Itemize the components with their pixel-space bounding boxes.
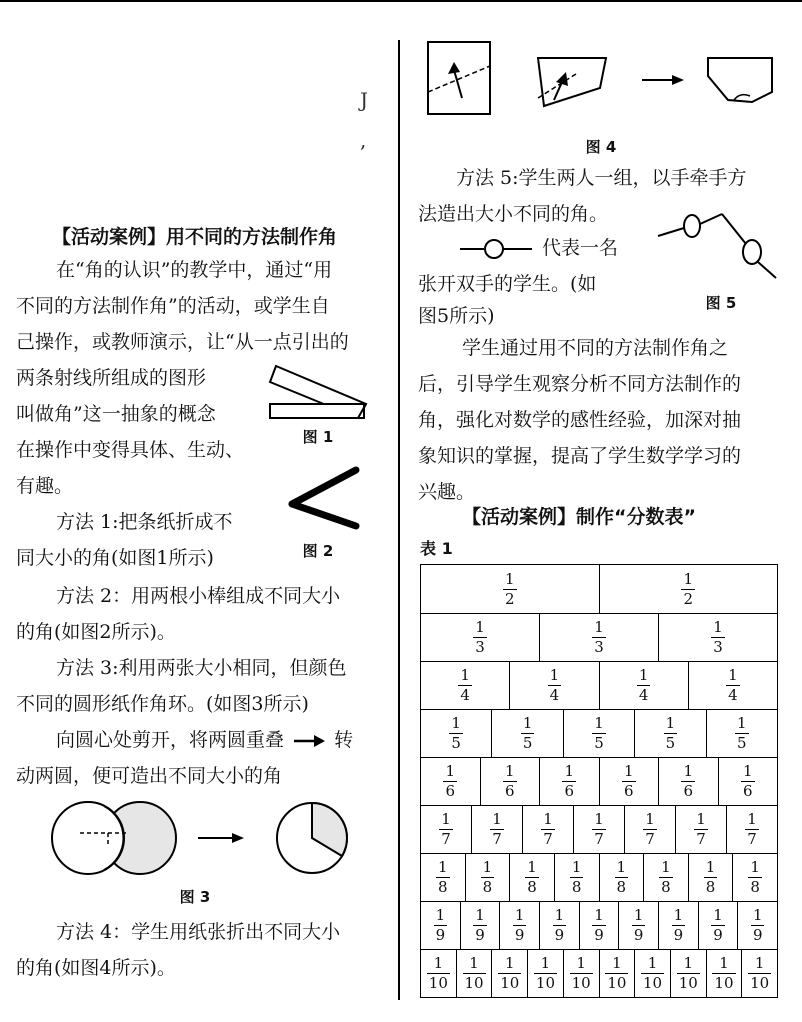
fraction-numerator: 1 <box>594 618 604 636</box>
fraction-numerator: 1 <box>594 714 604 732</box>
method-5-line-2: 法造出大小不同的角。 <box>418 203 609 225</box>
summary-line-1: 学生通过用不同的方法制作角之 <box>462 337 729 359</box>
fraction-numerator: 1 <box>623 762 634 780</box>
fraction <box>694 811 708 848</box>
fraction-numerator: 1 <box>564 762 575 780</box>
cropped-text-fragment <box>360 40 380 160</box>
fraction-row <box>421 853 777 901</box>
fraction-numerator: 1 <box>638 666 649 684</box>
fraction-table <box>420 564 778 998</box>
fraction <box>605 955 628 992</box>
fraction-numerator: 1 <box>719 954 729 972</box>
fraction <box>748 859 762 896</box>
fraction-cell <box>421 902 460 949</box>
fraction-numerator: 1 <box>673 906 684 924</box>
fragment-line-2: , <box>360 128 367 152</box>
method-1-line-1: 方法 1:把条纸折成不 <box>56 511 233 533</box>
fraction-denominator: 2 <box>683 589 694 608</box>
fraction-cell <box>634 710 705 757</box>
fraction-denominator: 10 <box>678 974 698 992</box>
fraction-denominator: 8 <box>571 878 582 896</box>
figure-4-paper-fold <box>420 36 780 126</box>
fraction-numerator: 1 <box>554 906 565 924</box>
fraction-cell <box>670 950 706 997</box>
method-3-cut-suffix: 转 <box>334 729 354 751</box>
fraction <box>622 763 636 800</box>
fraction-denominator: 7 <box>747 830 757 848</box>
fraction-denominator: 7 <box>492 830 502 848</box>
fraction-cell <box>688 662 777 709</box>
fraction-numerator: 1 <box>504 762 515 780</box>
fraction-denominator: 8 <box>750 878 760 896</box>
fraction-denominator: 6 <box>564 782 575 800</box>
fraction-denominator: 10 <box>464 974 484 992</box>
fraction <box>513 907 527 944</box>
fraction <box>443 763 457 800</box>
fraction-denominator: 8 <box>482 878 493 896</box>
method-2-line-1: 方法 2：用两根小棒组成不同大小 <box>56 585 341 607</box>
fraction-denominator: 10 <box>500 974 520 992</box>
fraction-denominator: 9 <box>673 926 684 944</box>
fraction-numerator: 1 <box>713 618 723 636</box>
fraction-cell <box>599 662 688 709</box>
fraction-denominator: 4 <box>460 686 470 704</box>
fraction-cell <box>599 854 644 901</box>
fraction-denominator: 10 <box>607 974 627 992</box>
method-5-line-4: 图5所示) <box>418 305 495 327</box>
figure-3-angle-circles <box>40 800 360 880</box>
fraction-denominator: 10 <box>750 974 770 992</box>
intro-line-2: 不同的方法制作角”的活动，或学生自 <box>16 295 330 317</box>
heading-activity-fraction-table: 【活动案例】制作“分数表” <box>462 506 696 528</box>
fraction <box>503 571 517 608</box>
fraction-numerator: 1 <box>469 954 479 972</box>
fraction-cell <box>624 806 675 853</box>
fraction-cell <box>527 950 563 997</box>
fraction-denominator: 3 <box>475 638 485 656</box>
heading-activity-angles: 【活动案例】用不同的方法制作角 <box>52 226 338 248</box>
fraction-cell <box>599 565 778 613</box>
fraction <box>735 715 749 752</box>
fraction-cell <box>599 950 635 997</box>
fraction-cell <box>618 902 658 949</box>
fraction-denominator: 9 <box>752 926 763 944</box>
fraction-cell <box>706 710 777 757</box>
fraction-cell <box>688 854 733 901</box>
column-divider <box>398 40 400 1000</box>
method-4-line-2: 的角(如图4所示)。 <box>16 957 176 979</box>
fraction-denominator: 5 <box>737 734 747 752</box>
fraction-numerator: 1 <box>527 858 537 876</box>
fraction <box>436 859 450 896</box>
fraction-denominator: 10 <box>428 974 448 992</box>
fraction-cell <box>421 710 491 757</box>
fraction-row <box>421 709 777 757</box>
fraction <box>641 955 664 992</box>
fraction-numerator: 1 <box>696 810 706 828</box>
fraction-denominator: 7 <box>543 830 553 848</box>
fraction-numerator: 1 <box>451 714 461 732</box>
fraction-numerator: 1 <box>435 906 446 924</box>
intro-line-5: 叫做角”这一抽象的概念 <box>16 403 216 425</box>
figure-5-students-angle <box>656 206 780 282</box>
fraction-cell <box>421 854 465 901</box>
fraction <box>553 907 567 944</box>
fraction-denominator: 10 <box>643 974 663 992</box>
fraction <box>562 763 576 800</box>
fraction-cell <box>675 806 726 853</box>
fraction-numerator: 1 <box>661 858 671 876</box>
method-2-line-2: 的角(如图2所示)。 <box>16 621 176 643</box>
figure-1-caption: 图 1 <box>302 428 334 446</box>
fraction-numerator: 1 <box>522 714 533 732</box>
fraction-numerator: 1 <box>633 906 644 924</box>
fraction-cell <box>658 902 698 949</box>
fraction <box>741 763 755 800</box>
fraction <box>473 619 487 656</box>
fraction <box>570 955 593 992</box>
fraction <box>726 667 740 704</box>
arrow-right-icon <box>292 734 326 748</box>
fraction-numerator: 1 <box>441 810 451 828</box>
fraction <box>632 907 646 944</box>
fraction-denominator: 8 <box>705 878 716 896</box>
fraction-cell <box>421 614 539 661</box>
fraction-row <box>421 565 777 613</box>
fraction-numerator: 1 <box>543 810 553 828</box>
fraction-cell <box>421 565 599 613</box>
fraction-numerator: 1 <box>705 858 716 876</box>
fraction-numerator: 1 <box>492 810 502 828</box>
fraction-cell <box>643 854 688 901</box>
fraction <box>434 907 448 944</box>
fraction-numerator: 1 <box>754 954 765 972</box>
fraction-denominator: 9 <box>554 926 565 944</box>
fraction-cell <box>554 854 599 901</box>
fraction-cell <box>573 806 624 853</box>
fraction <box>704 859 718 896</box>
fraction <box>643 811 657 848</box>
fraction-numerator: 1 <box>475 618 485 636</box>
fraction <box>481 859 495 896</box>
fraction-numerator: 1 <box>750 858 760 876</box>
fraction <box>525 859 539 896</box>
summary-line-3: 角，强化对数学的感性经验，加深对抽 <box>418 409 742 431</box>
intro-line-4: 两条射线所组成的图形 <box>16 367 207 389</box>
intro-line-6: 在操作中变得具体、生动、 <box>16 439 245 461</box>
summary-line-5: 兴趣。 <box>418 481 476 503</box>
fraction-denominator: 9 <box>514 926 525 944</box>
fraction-denominator: 6 <box>623 782 634 800</box>
top-rule <box>0 0 802 2</box>
fraction-cell <box>491 710 562 757</box>
fraction <box>427 955 450 992</box>
fraction-numerator: 1 <box>747 810 757 828</box>
fraction-denominator: 7 <box>696 830 706 848</box>
fraction-numerator: 1 <box>713 906 723 924</box>
fraction-denominator: 5 <box>522 734 533 752</box>
fraction <box>473 907 487 944</box>
fraction <box>711 907 725 944</box>
fraction-cell <box>491 950 527 997</box>
summary-line-2: 后，引导学生观察分析不同方法制作的 <box>418 373 742 395</box>
fraction-cell <box>726 806 777 853</box>
fraction-denominator: 5 <box>665 734 676 752</box>
fraction <box>681 571 695 608</box>
fraction-cell <box>599 758 659 805</box>
fraction-numerator: 1 <box>475 906 485 924</box>
fraction-row <box>421 757 777 805</box>
fraction-cell <box>471 806 522 853</box>
fraction <box>592 811 606 848</box>
method-3-cut-line <box>56 722 396 758</box>
fraction-cell <box>460 902 500 949</box>
fraction-numerator: 1 <box>540 954 551 972</box>
fraction <box>712 955 735 992</box>
fraction-cell <box>539 614 658 661</box>
fraction-denominator: 3 <box>594 638 604 656</box>
fraction-cell <box>480 758 540 805</box>
fraction <box>548 667 562 704</box>
fraction <box>498 955 521 992</box>
figure-2-stick-angle <box>286 466 362 530</box>
fraction-cell <box>539 758 599 805</box>
fraction-cell <box>658 614 777 661</box>
figure-3-caption: 图 3 <box>179 888 211 906</box>
fraction-numerator: 1 <box>683 954 694 972</box>
fraction <box>490 811 504 848</box>
fraction <box>748 955 771 992</box>
fraction-cell <box>732 854 777 901</box>
fraction <box>541 811 555 848</box>
fraction-cell <box>456 950 492 997</box>
fraction-numerator: 1 <box>645 810 655 828</box>
fraction-numerator: 1 <box>616 858 627 876</box>
fraction-numerator: 1 <box>549 666 560 684</box>
fraction-denominator: 9 <box>435 926 446 944</box>
fraction-denominator: 9 <box>713 926 723 944</box>
fraction <box>745 811 759 848</box>
fraction-cell <box>563 710 634 757</box>
fraction-cell <box>539 902 579 949</box>
fraction-numerator: 1 <box>576 954 586 972</box>
fraction-numerator: 1 <box>612 954 622 972</box>
fraction-denominator: 10 <box>535 974 555 992</box>
fraction-denominator: 6 <box>742 782 753 800</box>
fraction <box>681 763 695 800</box>
fraction-cell <box>718 758 778 805</box>
fraction-numerator: 1 <box>728 666 738 684</box>
fraction <box>570 859 584 896</box>
fraction-denominator: 4 <box>549 686 560 704</box>
fraction <box>751 907 765 944</box>
fraction-cell <box>706 950 742 997</box>
fraction-denominator: 7 <box>441 830 451 848</box>
fraction-cell <box>522 806 573 853</box>
fraction <box>672 907 686 944</box>
fraction-denominator: 9 <box>594 926 604 944</box>
fraction-numerator: 1 <box>594 906 604 924</box>
fraction-cell <box>634 950 670 997</box>
fraction-numerator: 1 <box>742 762 753 780</box>
intro-line-3: 己操作，或教师演示，让“从一点引出的 <box>16 331 349 353</box>
fraction-denominator: 8 <box>616 878 627 896</box>
fraction-denominator: 10 <box>571 974 591 992</box>
fraction-denominator: 8 <box>661 878 671 896</box>
fraction-cell <box>579 902 619 949</box>
fraction-cell <box>421 950 456 997</box>
fraction <box>659 859 673 896</box>
fraction-numerator: 1 <box>438 858 448 876</box>
student-symbol-icon <box>456 238 536 260</box>
fraction-denominator: 5 <box>451 734 461 752</box>
fraction-row <box>421 805 777 853</box>
fraction-numerator: 1 <box>571 858 582 876</box>
fraction-cell <box>737 902 777 949</box>
fraction-cell <box>563 950 599 997</box>
fraction <box>521 715 535 752</box>
fraction <box>592 907 606 944</box>
fraction-denominator: 9 <box>633 926 644 944</box>
fraction-numerator: 1 <box>504 954 515 972</box>
fraction-cell <box>698 902 738 949</box>
fraction-denominator: 4 <box>638 686 649 704</box>
fraction <box>637 667 651 704</box>
fraction-denominator: 10 <box>714 974 734 992</box>
fraction-cell <box>421 806 471 853</box>
fraction-denominator: 7 <box>645 830 655 848</box>
fraction-denominator: 6 <box>504 782 515 800</box>
fraction-denominator: 6 <box>445 782 456 800</box>
fraction-denominator: 7 <box>594 830 604 848</box>
fraction-numerator: 1 <box>683 569 694 588</box>
fraction <box>664 715 678 752</box>
fraction-denominator: 9 <box>475 926 485 944</box>
fraction-cell <box>421 758 480 805</box>
fraction-denominator: 2 <box>504 589 515 608</box>
fraction-denominator: 6 <box>683 782 694 800</box>
method-3-line-3: 动两圆，便可造出不同大小的角 <box>16 765 283 787</box>
fraction-cell <box>658 758 718 805</box>
method-4-line-1: 方法 4：学生用纸张折出不同大小 <box>56 921 341 943</box>
fraction <box>449 715 463 752</box>
fraction <box>677 955 700 992</box>
method-1-line-2: 同大小的角(如图1所示) <box>16 547 214 569</box>
fraction-row <box>421 661 777 709</box>
method-3-cut-prefix: 向圆心处剪开，将两圆重叠 <box>56 729 285 751</box>
intro-line-1: 在“角的认识”的教学中，通过“用 <box>56 259 333 281</box>
fraction-cell <box>465 854 510 901</box>
method-5-line-1: 方法 5:学生两人一组，以手牵手方 <box>456 167 747 189</box>
figure-1-folded-strip <box>266 362 372 422</box>
fraction-numerator: 1 <box>647 954 658 972</box>
table-label: 表 1 <box>420 539 453 558</box>
fraction-numerator: 1 <box>594 810 604 828</box>
fraction <box>458 667 472 704</box>
fraction-cell <box>421 662 509 709</box>
fraction-numerator: 1 <box>514 906 525 924</box>
fraction-denominator: 8 <box>527 878 537 896</box>
fragment-line-1: J <box>360 88 369 112</box>
fraction-denominator: 5 <box>594 734 604 752</box>
fraction-row <box>421 613 777 661</box>
summary-line-4: 象知识的掌握，提高了学生数学学习的 <box>418 445 742 467</box>
fraction <box>534 955 557 992</box>
method-5-line-3: 张开双手的学生。(如 <box>418 273 597 295</box>
fraction <box>711 619 725 656</box>
figure-5-caption: 图 5 <box>705 294 737 312</box>
fraction-numerator: 1 <box>665 714 676 732</box>
fraction-cell <box>499 902 539 949</box>
fraction-numerator: 1 <box>737 714 747 732</box>
method-3-line-1: 方法 3:利用两张大小相同，但颜色 <box>56 657 347 679</box>
fraction-denominator: 3 <box>713 638 723 656</box>
method-5-symbol-text: 代表一名 <box>542 237 619 259</box>
fraction <box>592 619 606 656</box>
fraction <box>439 811 453 848</box>
fraction-denominator: 8 <box>438 878 448 896</box>
fraction-numerator: 1 <box>683 762 694 780</box>
fraction <box>503 763 517 800</box>
fraction-cell <box>509 662 598 709</box>
fraction-numerator: 1 <box>482 858 493 876</box>
fraction-numerator: 1 <box>752 906 763 924</box>
fraction <box>615 859 629 896</box>
fraction <box>592 715 606 752</box>
intro-line-7: 有趣。 <box>16 475 74 497</box>
fraction-row <box>421 949 777 997</box>
method-3-line-2: 不同的圆形纸作角环。(如图3所示) <box>16 693 309 715</box>
method-5-symbol-line <box>456 230 656 266</box>
figure-2-caption: 图 2 <box>302 542 334 560</box>
fraction-cell <box>741 950 777 997</box>
fraction-numerator: 1 <box>445 762 456 780</box>
fraction-numerator: 1 <box>433 954 444 972</box>
fraction-cell <box>509 854 554 901</box>
figure-4-caption: 图 4 <box>585 138 617 156</box>
fraction-numerator: 1 <box>504 569 515 588</box>
fraction-denominator: 4 <box>728 686 738 704</box>
fraction-row <box>421 901 777 949</box>
fraction-numerator: 1 <box>460 666 470 684</box>
fraction <box>463 955 486 992</box>
